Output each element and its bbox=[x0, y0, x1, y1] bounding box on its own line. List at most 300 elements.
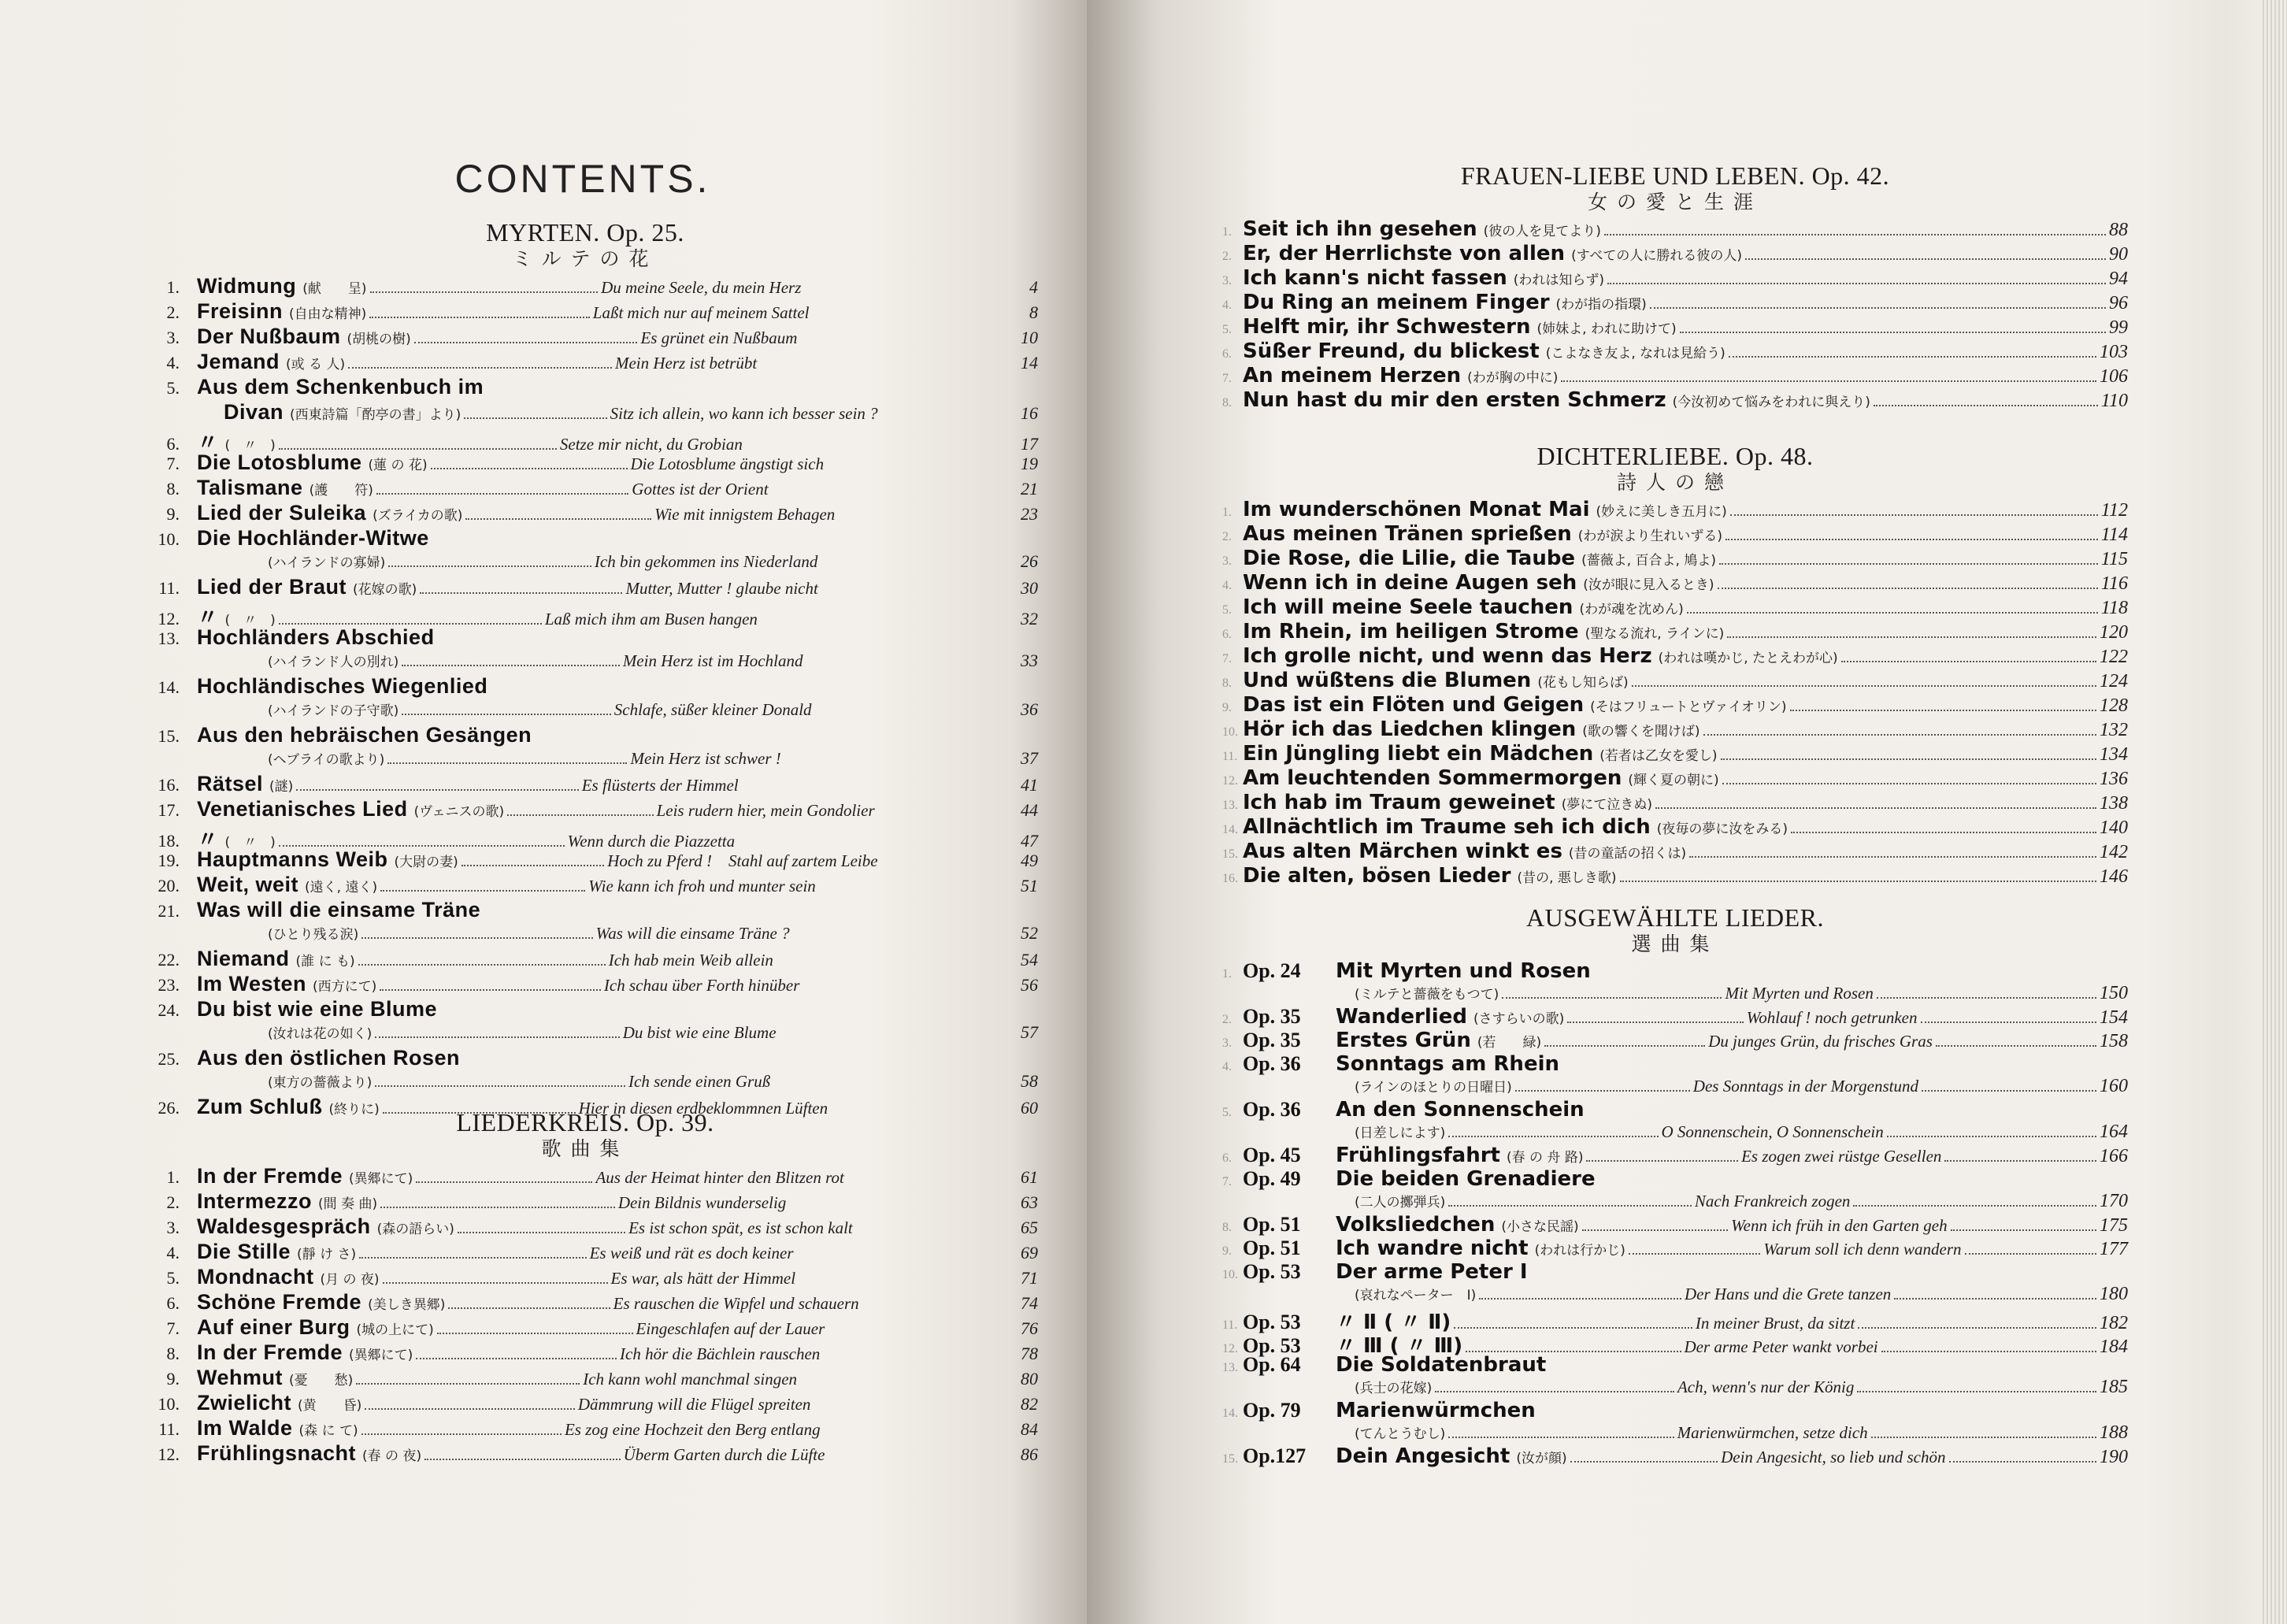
opus-number: Op. 36 bbox=[1243, 1052, 1301, 1075]
song-title: Wehmut bbox=[197, 1366, 283, 1389]
japanese-title: (大尉の妻) bbox=[394, 855, 458, 870]
toc-list bbox=[1222, 217, 2128, 413]
entry-number: 13. bbox=[1222, 1361, 1238, 1374]
dot-leader bbox=[1965, 1252, 2096, 1255]
first-line: Mit Myrten und Rosen bbox=[1725, 984, 1874, 1003]
song-title: Die Lotosblume bbox=[197, 450, 362, 474]
dot-leader bbox=[356, 1382, 580, 1385]
page-number: 63 bbox=[1021, 1192, 1039, 1212]
dot-leader bbox=[1479, 1297, 1681, 1300]
toc-line bbox=[1222, 1444, 2128, 1468]
entry-number: 14. bbox=[158, 677, 180, 697]
toc-entry bbox=[132, 476, 1038, 501]
first-line: Aus der Heimat hinter den Blitzen rot bbox=[595, 1168, 844, 1187]
page-number: 71 bbox=[1021, 1268, 1039, 1288]
dot-leader bbox=[1687, 611, 2098, 614]
toc-line bbox=[132, 1290, 1038, 1315]
toc-entry bbox=[132, 425, 1039, 454]
opus-number: Op. 79 bbox=[1243, 1399, 1301, 1422]
song-title: An den Sonnenschein bbox=[1336, 1098, 1585, 1122]
page-number: 166 bbox=[2100, 1146, 2129, 1166]
page-number: 32 bbox=[1021, 609, 1039, 628]
toc-entry bbox=[132, 1290, 1038, 1315]
toc-line bbox=[1222, 1029, 2128, 1052]
dot-leader bbox=[348, 366, 612, 369]
toc-line bbox=[132, 1391, 1038, 1416]
entry-number: 4. bbox=[1222, 1060, 1232, 1073]
page-number: 4 bbox=[1029, 277, 1039, 297]
dot-leader bbox=[1703, 733, 2096, 736]
first-line: Du bist wie eine Blume bbox=[622, 1023, 777, 1042]
first-line: Dein Angesicht, so lieb und schön bbox=[1721, 1448, 1946, 1466]
japanese-title: (ハイランドの子守歌) bbox=[268, 703, 399, 719]
page-number: 124 bbox=[2100, 671, 2128, 691]
dot-leader bbox=[1502, 996, 1722, 999]
dot-leader bbox=[1727, 636, 2096, 638]
toc-line bbox=[132, 299, 1038, 324]
toc-entry bbox=[132, 1416, 1038, 1441]
song-title: 〃 Ⅱ ( 〃 Ⅱ) bbox=[1336, 1311, 1451, 1334]
japanese-title: (西東詩篇「酌亭の書」より) bbox=[290, 407, 461, 423]
song-title: Helft mir, ihr Schwestern bbox=[1243, 315, 1531, 339]
toc-line bbox=[132, 1265, 1038, 1290]
dot-leader bbox=[1561, 380, 2096, 382]
toc-entry bbox=[132, 873, 1038, 898]
song-title: Hochländers Abschied bbox=[197, 625, 435, 649]
first-line: Ich bin gekommen ins Niederland bbox=[594, 552, 818, 571]
song-title: Der arme Peter Ⅰ bbox=[1336, 1260, 1528, 1284]
entry-number: 11. bbox=[1222, 1318, 1238, 1332]
first-line: Ich hör die Bächlein rauschen bbox=[620, 1344, 821, 1363]
toc-subline bbox=[132, 748, 1038, 772]
page-number: 56 bbox=[1021, 975, 1038, 995]
dot-leader bbox=[375, 1085, 625, 1087]
toc-entry bbox=[132, 1240, 1038, 1265]
song-title: Die beiden Grenadiere bbox=[1336, 1167, 1596, 1191]
toc-entry bbox=[132, 299, 1038, 324]
entry-number: 11. bbox=[158, 1419, 180, 1439]
toc-entry bbox=[132, 375, 1038, 425]
toc-list bbox=[1222, 498, 2128, 888]
entry-number: 10. bbox=[158, 529, 180, 549]
japanese-title: (美しき異郷) bbox=[368, 1297, 446, 1313]
toc-subline bbox=[132, 699, 1038, 723]
japanese-title: (ズライカの歌) bbox=[373, 508, 463, 524]
dot-leader bbox=[1680, 331, 2106, 333]
toc-line bbox=[132, 997, 1038, 1022]
japanese-title: (自由な精神) bbox=[289, 306, 367, 322]
dot-leader bbox=[1877, 996, 2096, 999]
first-line: Mein Herz ist schwer ! bbox=[630, 749, 781, 768]
toc-entry bbox=[1222, 1353, 2128, 1399]
dot-leader bbox=[387, 762, 627, 764]
song-title: Freisinn bbox=[197, 299, 284, 323]
toc-entry bbox=[1222, 547, 2128, 571]
dot-leader bbox=[375, 1036, 619, 1038]
toc-entry bbox=[1222, 1237, 2128, 1260]
song-title: Intermezzo bbox=[197, 1189, 313, 1213]
entry-number: 9. bbox=[1222, 1244, 1232, 1258]
dot-leader bbox=[1857, 1390, 2096, 1392]
entry-number: 13. bbox=[1222, 799, 1238, 812]
song-title: Hauptmanns Weib bbox=[197, 847, 388, 871]
entry-number: 6. bbox=[1222, 1151, 1232, 1165]
page-number: 49 bbox=[1021, 851, 1038, 870]
japanese-title: (春 の 舟 路) bbox=[1506, 1150, 1584, 1166]
toc-entry bbox=[1222, 217, 2128, 242]
section-title: AUSGEWÄHLTE LIEDER. bbox=[1525, 903, 1825, 932]
song-title: Die Hochländer-Witwe bbox=[197, 526, 429, 550]
page-number: 21 bbox=[1021, 479, 1039, 499]
dot-leader bbox=[431, 467, 628, 469]
toc-entry bbox=[1222, 242, 2128, 266]
opus-number: Op. 35 bbox=[1243, 1005, 1301, 1028]
first-line: Dämmrung will die Flügel spreiten bbox=[577, 1395, 811, 1414]
toc-subline bbox=[132, 923, 1038, 947]
page-number: 44 bbox=[1021, 800, 1038, 820]
japanese-title: (謎) bbox=[269, 779, 294, 795]
dot-leader bbox=[1721, 758, 2096, 760]
dot-leader bbox=[370, 291, 599, 293]
first-line: Hier in diesen erdbeklommnen Lüften bbox=[578, 1099, 828, 1118]
page-number: 52 bbox=[1021, 923, 1038, 943]
entry-number: 1. bbox=[166, 1167, 180, 1187]
song-title: Aus den östlichen Rosen bbox=[197, 1046, 461, 1070]
page-number: 58 bbox=[1021, 1071, 1038, 1091]
page-number: 61 bbox=[1021, 1167, 1039, 1187]
toc-line bbox=[132, 400, 1038, 425]
page-number: 106 bbox=[2100, 366, 2128, 387]
contents-title: CONTENTS. bbox=[454, 157, 711, 201]
toc-subline bbox=[1222, 1422, 2128, 1444]
japanese-title: (遠く, 遠く) bbox=[305, 880, 378, 895]
song-title: 〃 Ⅲ ( 〃 Ⅲ) bbox=[1336, 1334, 1463, 1358]
page-number: 110 bbox=[2100, 391, 2128, 411]
entry-number: 12. bbox=[158, 609, 180, 628]
page-number: 150 bbox=[2100, 983, 2129, 1003]
toc-line bbox=[132, 526, 1038, 551]
japanese-title: (憂 愁) bbox=[289, 1373, 354, 1389]
toc-entry bbox=[1222, 1329, 2128, 1358]
dot-leader bbox=[380, 988, 601, 991]
dot-leader bbox=[416, 1181, 592, 1183]
page-number: 23 bbox=[1021, 504, 1039, 524]
first-line: Ich sende einen Gruß bbox=[628, 1072, 771, 1091]
japanese-title: (ヴェニスの歌) bbox=[413, 804, 505, 820]
page-number: 90 bbox=[2109, 244, 2128, 265]
japanese-title: (森の語らい) bbox=[376, 1222, 454, 1237]
toc-line bbox=[132, 575, 1038, 600]
toc-entry bbox=[132, 1340, 1038, 1366]
toc-line bbox=[1222, 1052, 2128, 1076]
page-number: 185 bbox=[2100, 1377, 2129, 1397]
first-line: Gottes ist der Orient bbox=[632, 480, 769, 499]
page-number: 180 bbox=[2100, 1284, 2129, 1304]
dot-leader bbox=[1841, 660, 2096, 662]
entry-number: 4. bbox=[166, 1243, 180, 1262]
japanese-title: (ラインのほとりの日曜日) bbox=[1355, 1080, 1512, 1096]
toc-subline bbox=[1222, 1076, 2128, 1098]
toc-subline bbox=[1222, 1284, 2128, 1306]
page-number: 112 bbox=[2100, 500, 2128, 521]
toc-line bbox=[132, 350, 1038, 375]
toc-subline bbox=[132, 651, 1038, 674]
song-title: Waldesgespräch bbox=[197, 1214, 371, 1238]
japanese-title: ( 〃 ) bbox=[224, 438, 276, 454]
entry-number: 16. bbox=[1222, 872, 1238, 885]
japanese-title: (昔の童話の招くは) bbox=[1568, 846, 1687, 862]
toc-line bbox=[132, 625, 1038, 651]
section-subtitle: ミルテの花 bbox=[512, 247, 658, 270]
toc-entry bbox=[132, 1046, 1038, 1095]
song-title: Weit, weit bbox=[197, 873, 299, 896]
first-line: Wie mit innigstem Behagen bbox=[654, 505, 836, 524]
page-number: 164 bbox=[2100, 1122, 2129, 1142]
japanese-title: (蓮 の 花) bbox=[368, 458, 428, 473]
page-number: 96 bbox=[2109, 293, 2128, 313]
entry-number: 7. bbox=[166, 454, 180, 473]
dot-leader bbox=[1655, 806, 2096, 809]
toc-line bbox=[132, 501, 1038, 526]
song-title: Hochländisches Wiegenlied bbox=[197, 674, 488, 698]
japanese-title: (異郷にて) bbox=[349, 1348, 413, 1363]
dot-leader bbox=[383, 1281, 608, 1284]
song-title: Wenn ich in deine Augen seh bbox=[1243, 571, 1577, 595]
japanese-title: (わが指の指環) bbox=[1555, 297, 1647, 313]
toc-line bbox=[132, 274, 1038, 299]
toc-entry bbox=[132, 1441, 1038, 1466]
song-title: Die Stille bbox=[197, 1240, 291, 1263]
toc-entry bbox=[132, 350, 1038, 375]
toc-line bbox=[132, 797, 1038, 822]
japanese-title: (てんとうむし) bbox=[1355, 1426, 1446, 1442]
japanese-title: (今汝初めて悩みをわれに與えり) bbox=[1672, 395, 1870, 410]
toc-line bbox=[132, 1416, 1038, 1441]
page-number: 128 bbox=[2100, 695, 2128, 716]
first-line: Laß mich ihm am Busen hangen bbox=[544, 610, 758, 628]
section-title: FRAUEN-LIEBE UND LEBEN. Op. 42. bbox=[1460, 161, 1890, 190]
first-line: Der Hans und die Grete tanzen bbox=[1685, 1285, 1892, 1303]
entry-number: 23. bbox=[158, 975, 180, 995]
page-number: 80 bbox=[1021, 1369, 1038, 1389]
entry-number: 12. bbox=[158, 1444, 180, 1464]
toc-entry bbox=[132, 1315, 1038, 1340]
left-page bbox=[0, 0, 1087, 1624]
toc-line bbox=[1222, 1353, 2128, 1377]
toc-line bbox=[132, 822, 1038, 851]
page-number: 138 bbox=[2100, 793, 2128, 814]
entry-number: 12. bbox=[1222, 774, 1238, 788]
entry-number: 5. bbox=[1222, 1106, 1232, 1119]
first-line: Mein Herz ist betrübt bbox=[614, 354, 758, 373]
opus-number: Op.127 bbox=[1243, 1444, 1307, 1467]
toc-entry bbox=[132, 1189, 1038, 1214]
entry-number: 8. bbox=[1222, 1221, 1232, 1234]
toc-entry bbox=[1222, 717, 2128, 742]
page-number: 175 bbox=[2100, 1215, 2128, 1236]
opus-number: Op. 51 bbox=[1243, 1237, 1301, 1259]
japanese-title: (われは知らず) bbox=[1513, 273, 1605, 288]
page-number: 188 bbox=[2100, 1422, 2128, 1443]
toc-entry bbox=[132, 797, 1038, 822]
song-title: Aus den hebräischen Gesängen bbox=[197, 723, 532, 747]
song-title: Wanderlied bbox=[1336, 1005, 1467, 1029]
toc-line bbox=[1222, 959, 2128, 983]
toc-entry bbox=[1222, 864, 2128, 888]
toc-line bbox=[132, 772, 1038, 797]
toc-line bbox=[132, 1046, 1038, 1071]
toc-entry bbox=[132, 674, 1038, 723]
song-title: Seit ich ihn gesehen bbox=[1243, 217, 1477, 241]
toc-line bbox=[132, 450, 1038, 476]
dot-leader bbox=[1745, 258, 2106, 260]
dot-leader bbox=[458, 1231, 625, 1233]
dot-leader bbox=[461, 864, 604, 866]
song-title: Aus dem Schenkenbuch im bbox=[197, 375, 484, 399]
first-line: Es grünet ein Nußbaum bbox=[640, 328, 798, 347]
song-title: Talismane bbox=[197, 476, 303, 499]
entry-number: 2. bbox=[166, 302, 180, 322]
toc-line bbox=[132, 1189, 1038, 1214]
entry-number: 6. bbox=[166, 1293, 180, 1313]
toc-line bbox=[132, 375, 1038, 400]
entry-number: 8. bbox=[1222, 396, 1232, 410]
toc-line bbox=[132, 1441, 1038, 1466]
page-number: 99 bbox=[2109, 317, 2128, 338]
toc-entry bbox=[132, 822, 1038, 851]
song-title: Ich wandre nicht bbox=[1336, 1237, 1529, 1260]
toc-entry bbox=[1222, 291, 2128, 315]
toc-entry bbox=[1222, 1306, 2128, 1334]
song-title: 〃 bbox=[197, 431, 219, 454]
toc-entry bbox=[1222, 791, 2128, 815]
japanese-title: (われは行かじ) bbox=[1534, 1243, 1625, 1259]
entry-number: 20. bbox=[158, 876, 180, 895]
toc-entry bbox=[132, 1214, 1038, 1240]
japanese-title: (月 の 夜) bbox=[320, 1272, 380, 1288]
opus-number: Op. 24 bbox=[1243, 959, 1301, 982]
page-number: 134 bbox=[2100, 744, 2128, 765]
japanese-title: (終りに) bbox=[328, 1102, 380, 1118]
entry-number: 7. bbox=[1222, 652, 1232, 666]
song-title: Dein Angesicht bbox=[1336, 1444, 1510, 1468]
first-line: Laßt mich nur auf meinem Sattel bbox=[592, 303, 810, 322]
toc-line bbox=[1222, 1167, 2128, 1191]
song-title: In der Fremde bbox=[197, 1164, 343, 1188]
toc-entry bbox=[1222, 693, 2128, 717]
page-number: 16 bbox=[1021, 403, 1038, 423]
toc-entry bbox=[1222, 1029, 2128, 1052]
toc-line bbox=[1222, 1213, 2128, 1237]
toc-entry bbox=[1222, 1052, 2128, 1098]
entry-number: 7. bbox=[1222, 372, 1232, 385]
entry-number: 15. bbox=[1222, 1452, 1238, 1466]
first-line: Du junges Grün, du frisches Gras bbox=[1708, 1032, 1933, 1051]
page-number: 10 bbox=[1021, 328, 1039, 347]
toc-subline bbox=[1222, 1377, 2128, 1399]
opus-number: Op. 53 bbox=[1243, 1334, 1301, 1357]
song-title: An meinem Herzen bbox=[1243, 364, 1462, 387]
japanese-title: (哀れなペーター Ⅰ) bbox=[1355, 1288, 1477, 1303]
dot-leader bbox=[1729, 355, 2096, 358]
toc-entry bbox=[132, 274, 1038, 299]
toc-entry bbox=[132, 1265, 1038, 1290]
page-number: 8 bbox=[1029, 302, 1038, 322]
japanese-title: (献 呈) bbox=[302, 281, 367, 297]
dot-leader bbox=[1944, 1159, 2096, 1162]
japanese-title: (汝れは花の如く) bbox=[268, 1026, 373, 1042]
page-number: 84 bbox=[1021, 1419, 1039, 1439]
toc-entry bbox=[1222, 364, 2128, 388]
dot-leader bbox=[1582, 1229, 1728, 1231]
song-title-continued: Divan bbox=[224, 400, 284, 424]
song-title: Allnächtlich im Traume seh ich dich bbox=[1243, 815, 1651, 839]
toc-line bbox=[132, 674, 1038, 699]
toc-entry bbox=[132, 1391, 1038, 1416]
song-title: Er, der Herrlichste von allen bbox=[1243, 242, 1566, 265]
song-title: Zum Schluß bbox=[197, 1095, 323, 1118]
toc-subline bbox=[1222, 1191, 2128, 1213]
toc-entry bbox=[132, 575, 1038, 600]
entry-number: 26. bbox=[158, 1098, 180, 1118]
page-edge bbox=[2260, 0, 2287, 1624]
dot-leader bbox=[1454, 1326, 1692, 1329]
entry-number: 6. bbox=[1222, 628, 1232, 641]
dot-leader bbox=[1791, 831, 2096, 833]
page-number: 36 bbox=[1021, 699, 1039, 719]
japanese-title: (ヘブライの歌より) bbox=[268, 752, 385, 768]
first-line: Ich kann wohl manchmal singen bbox=[583, 1370, 798, 1389]
page-number: 160 bbox=[2100, 1076, 2129, 1096]
dot-leader bbox=[1448, 1135, 1658, 1137]
entry-number: 14. bbox=[1222, 1407, 1238, 1420]
dot-leader bbox=[1730, 514, 2098, 516]
toc-list bbox=[132, 274, 1038, 1120]
toc-line bbox=[132, 1240, 1038, 1265]
song-title: Zwielicht bbox=[197, 1391, 292, 1415]
song-title: Schöne Fremde bbox=[197, 1290, 362, 1314]
song-title: Venetianisches Lied bbox=[197, 797, 408, 821]
dot-leader bbox=[1435, 1390, 1674, 1392]
song-title: Was will die einsame Träne bbox=[197, 898, 481, 921]
dot-leader bbox=[1921, 1021, 2097, 1023]
page-number: 142 bbox=[2100, 842, 2128, 862]
toc-entry bbox=[132, 997, 1038, 1046]
toc-entry bbox=[1222, 595, 2128, 620]
song-title: Auf einer Burg bbox=[197, 1315, 350, 1339]
entry-number: 11. bbox=[158, 578, 180, 598]
toc-entry bbox=[132, 526, 1038, 575]
entry-number: 14. bbox=[1222, 823, 1238, 836]
japanese-title: (汝が顔) bbox=[1516, 1451, 1567, 1466]
first-line: Hoch zu Pferd ! Stahl auf zartem Leibe bbox=[607, 851, 878, 870]
entry-number: 5. bbox=[166, 378, 180, 398]
dot-leader bbox=[402, 713, 610, 715]
song-title: Lied der Braut bbox=[197, 575, 347, 599]
entry-number: 21. bbox=[158, 901, 180, 921]
japanese-title: (二人の擲弾兵) bbox=[1355, 1195, 1446, 1211]
song-title: In der Fremde bbox=[197, 1340, 343, 1364]
japanese-title: (輝く夏の朝に) bbox=[1628, 773, 1719, 788]
liederkreis-section bbox=[132, 1107, 1038, 1466]
song-title: Frühlingsfahrt bbox=[1336, 1144, 1500, 1167]
first-line: Leis rudern hier, mein Gondolier bbox=[656, 801, 875, 820]
page-number: 115 bbox=[2100, 549, 2128, 569]
japanese-title: (黄 昏) bbox=[298, 1398, 362, 1414]
dot-leader bbox=[1894, 1297, 2096, 1300]
toc-entry bbox=[1222, 669, 2128, 693]
first-line: Ach, wenn's nur der König bbox=[1677, 1377, 1855, 1396]
